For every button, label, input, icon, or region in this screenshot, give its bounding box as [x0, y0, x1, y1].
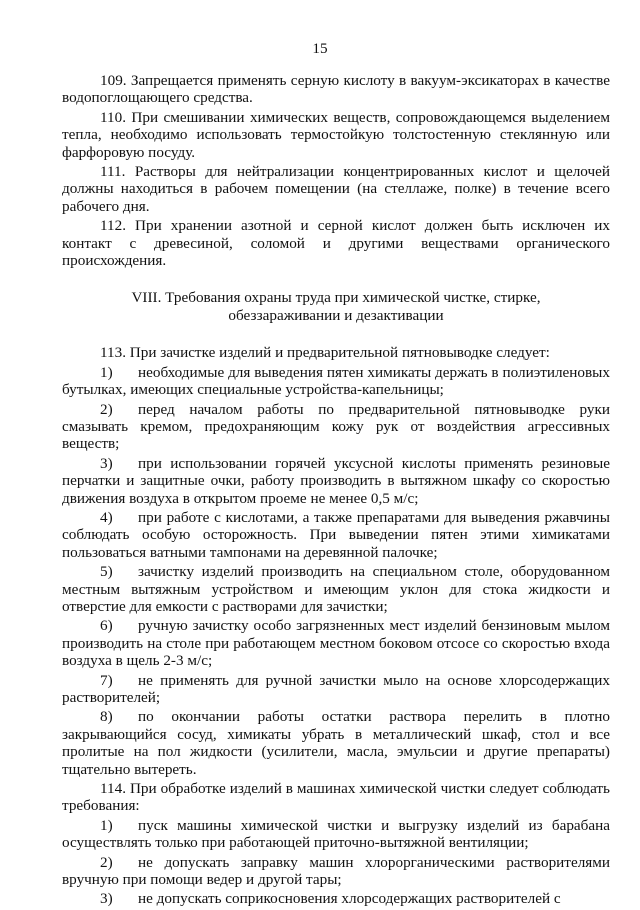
list-item-text: не допускать заправку машин хлорорганическими растворителями вручную при помощи ведер и другой тары; [62, 853, 610, 889]
list-item-113-5 [62, 563, 610, 615]
list-item-number: 3) [100, 890, 113, 908]
list-item-text: при работе с кислотами, а также препаратами для выведения ржавчины соблюдать особую осторожность. При выведении пятен этими химикатами пользоваться ватными тампонами на деревянной палочке; [62, 508, 610, 561]
section-heading-line-2: обеззараживании и дезактивации [228, 306, 444, 324]
list-item-number: 1) [100, 363, 113, 381]
page-number: 15 [312, 40, 328, 57]
document-body [62, 72, 610, 910]
list-item-number: 8) [100, 708, 113, 726]
list-item-113-6 [62, 617, 610, 669]
list-item-text: необходимые для выведения пятен химикаты держать в полиэтиленовых бутылках, имеющих специальные устройства-капельницы; [62, 363, 610, 399]
paragraph-111: 111. Растворы для нейтрализации концентрированных кислот и щелочей должны находиться в рабочем помещении (на стеллаже, полке) в течение всего рабочего дня. [62, 163, 610, 215]
list-item-114-2 [62, 854, 610, 889]
list-item-113-7 [62, 672, 610, 707]
list-item-text: ручную зачистку особо загрязненных мест изделий бензиновым мылом производить на столе при работающем местном боковом отсосе со скоростью входа воздуха в щель 2-3 м/с; [62, 617, 610, 670]
section-heading [62, 289, 610, 324]
list-item-number: 5) [100, 563, 113, 581]
list-item-number: 4) [100, 508, 113, 526]
list-item-113-1 [62, 364, 610, 399]
list-item-text: не допускать соприкосновения хлорсодержащих растворителей с [138, 890, 561, 908]
list-item-113-8 [62, 708, 610, 778]
section-heading-line-1: VIII. Требования охраны труда при химической чистке, стирке, [131, 289, 541, 307]
paragraph-113: 113. При зачистке изделий и предварительной пятновыводке следует: [100, 344, 550, 362]
list-item-number: 6) [100, 617, 113, 635]
list-item-text: по окончании работы остатки раствора перелить в плотно закрывающийся сосуд, химикаты убрать в металлический шкаф, стол и все пролитые на пол жидкости (усилители, масла, эмульсии и другие препараты) тщательно вытереть. [62, 708, 610, 778]
paragraph-110: 110. При смешивании химических веществ, сопровождающемся выделением тепла, необходимо использовать термостойкую толстостенную стеклянную или фарфоровую посуду. [62, 108, 610, 161]
list-item-113-3 [62, 455, 610, 507]
list-item-113-4 [62, 509, 610, 561]
list-item-number: 7) [100, 671, 113, 689]
paragraph-112: 112. При хранении азотной и серной кислот должен быть исключен их контакт с древесиной, соломой и другими веществами органического происхождения. [62, 217, 610, 270]
list-item-114-3 [62, 890, 610, 907]
list-item-text: не применять для ручной зачистки мыло на основе хлорсодержащих растворителей; [62, 671, 610, 706]
list-item-114-1 [62, 817, 610, 852]
list-item-text: пуск машины химической чистки и выгрузку изделий из барабана осуществлять только при работающей приточно-вытяжной вентиляции; [62, 816, 610, 852]
list-item-113-2 [62, 401, 610, 453]
paragraph-114: 114. При обработке изделий в машинах химической чистки следует соблюдать требования: [62, 780, 610, 815]
list-item-number: 2) [100, 400, 113, 418]
list-item-number: 2) [100, 853, 113, 871]
paragraph-109: 109. Запрещается применять серную кислоту в вакуум-эксикаторах в качестве водопоглощающего средства. [62, 72, 610, 107]
list-item-text: зачистку изделий производить на специальном столе, оборудованном местным вытяжным устройством и имеющим уклон для стока жидкости и отверстие для емкости с растворами для зачистки; [62, 563, 610, 615]
list-item-text: при использовании горячей уксусной кислоты применять резиновые перчатки и защитные очки, работу производить в вытяжном шкафу со скоростью движения воздуха в открытом проеме не менее 0,5 м/с; [62, 454, 610, 507]
list-item-number: 1) [100, 816, 113, 834]
list-item-number: 3) [100, 454, 113, 472]
list-item-text: перед началом работы по предварительной пятновыводке руки смазывать кремом, предохраняющим кожу рук от воздействия агрессивных веществ; [62, 400, 610, 453]
